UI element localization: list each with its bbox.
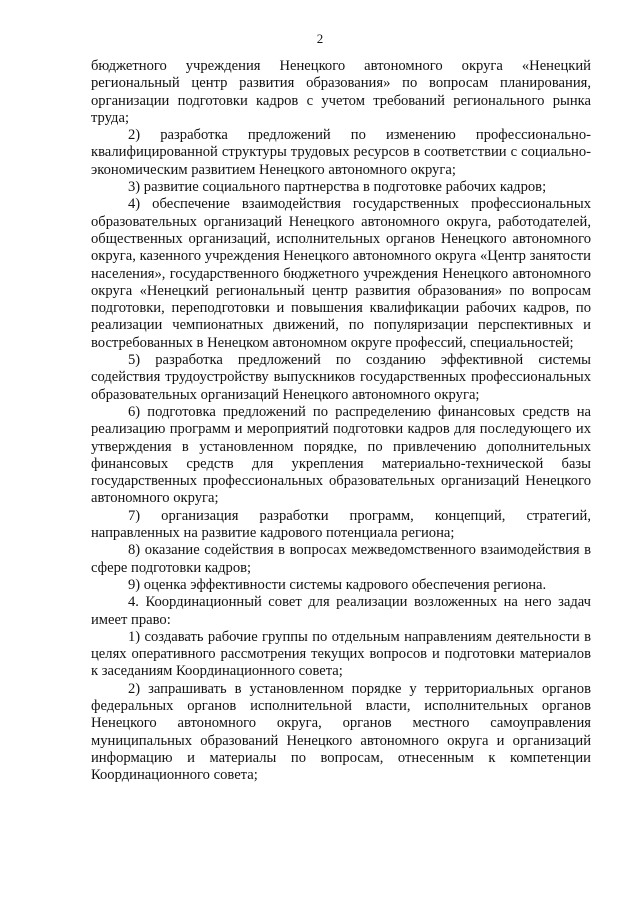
paragraph-item-7: 7) организация разработки программ, концепций, стратегий, направленных на развитие кадрового потенциала региона; xyxy=(91,507,591,542)
paragraph-section-4: 4. Координационный совет для реализации возложенных на него задач имеет право: xyxy=(91,594,591,628)
paragraph-item-5: 5) разработка предложений по созданию эффективной системы содействия трудоустройству выпускников государственных профессиональных образовательных организаций Ненецкого автономного округа; xyxy=(91,352,591,403)
paragraph-item-4: 4) обеспечение взаимодействия государственных профессиональных образовательных организаций Ненецкого автономного округа, работодателей, общественных организаций, исполнительных органов Ненецкого автономного округа, казенного учреждения Ненецкого автономного округа «Центр занятости населения», государственного бюджетного учреждения Ненецкого автономного округа «Ненецкий региональный центр развития образования» по вопросам подготовки, переподготовки и повышения квалификации рабочих кадров, по реализации чемпионатных движений, по популяризации перспективных и востребованных в Ненецком автономном округе профессий, специальностей; xyxy=(91,196,591,351)
paragraph-item-8: 8) оказание содействия в вопросах межведомственного взаимодействия в сфере подготовки кадров; xyxy=(91,542,591,576)
paragraph-right-1: 1) создавать рабочие группы по отдельным направлениям деятельности в целях оперативного рассмотрения текущих вопросов и подготовки материалов к заседаниям Координационного совета; xyxy=(91,628,591,680)
paragraph-item-6: 6) подготовка предложений по распределению финансовых средств на реализацию программ и мероприятий подготовки кадров для последующего их утверждения в установленном порядке, по привлечению дополнительных финансовых средств для укрепления материально-технической базы государственных профессиональных образовательных организаций Ненецкого автономного округа; xyxy=(91,403,591,507)
paragraph-item-2: 2) разработка предложений по изменению профессионально-квалифицированной структуры трудовых ресурсов в соответствии с социально-экономическим развитием Ненецкого автономного округа; xyxy=(91,127,591,178)
document-body xyxy=(91,58,591,784)
paragraph-continuation: бюджетного учреждения Ненецкого автономного округа «Ненецкий региональный центр развития образования» по вопросам планирования, организации подготовки кадров с учетом требований регионального рынка труда; xyxy=(91,58,591,126)
paragraph-right-2: 2) запрашивать в установленном порядке у территориальных органов федеральных органов исполнительной власти, исполнительных органов Ненецкого автономного округа, органов местного самоуправления муниципальных образований Ненецкого автономного округа и организаций информацию и материалы по вопросам, отнесенным к компетенции Координационного совета; xyxy=(91,680,591,784)
page-number: 2 xyxy=(316,31,324,46)
paragraph-item-3: 3) развитие социального партнерства в подготовке рабочих кадров; xyxy=(128,179,547,196)
paragraph-item-9: 9) оценка эффективности системы кадрового обеспечения региона. xyxy=(128,576,547,593)
